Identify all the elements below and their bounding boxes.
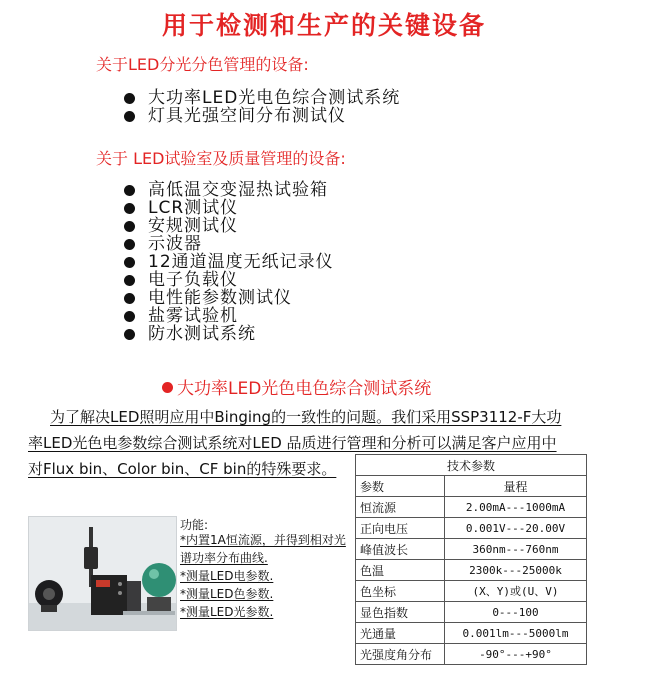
section-heading-binning: 关于LED分光分色管理的设备:	[96, 55, 309, 74]
table-row: 色温 2300k---25000k	[356, 560, 587, 581]
list-item: LCR测试仪	[124, 199, 334, 217]
test-system-photo	[28, 516, 177, 631]
bullet-icon	[124, 329, 135, 340]
table-row: 峰值波长 360nm---760nm	[356, 539, 587, 560]
bullet-icon	[124, 311, 135, 322]
spec-table-caption: 技术参数	[356, 455, 587, 476]
table-row: 色坐标 (X、Y)或(U、V)	[356, 581, 587, 602]
list-lab-equipment	[124, 181, 334, 343]
table-row: 显色指数 0---100	[356, 602, 587, 623]
bullet-icon	[124, 293, 135, 304]
function-line: *内置1A恒流源，并得到相对光	[180, 533, 346, 547]
bullet-icon	[124, 221, 135, 232]
list-item: 大功率LED光电色综合测试系统	[124, 89, 400, 107]
list-item: 高低温交变湿热试验箱	[124, 181, 334, 199]
list-item: 安规测试仪	[124, 217, 334, 235]
table-row: 恒流源 2.00mA---1000mA	[356, 497, 587, 518]
header-cell: 量程	[445, 476, 587, 497]
function-line: *测量LED色参数.	[180, 587, 274, 601]
table-header-row	[356, 476, 587, 497]
function-line: *测量LED光参数.	[180, 605, 274, 619]
bullet-icon	[124, 93, 135, 104]
paragraph-line-1: 为了解决LED照明应用中Binging的一致性的问题。我们采用SSP3112-F大功	[50, 408, 562, 426]
table-row: 光通量 0.001lm---5000lm	[356, 623, 587, 644]
section-heading-lab: 关于 LED试验室及质量管理的设备:	[96, 149, 346, 168]
function-line: 谱功率分布曲线.	[180, 551, 268, 565]
list-item: 示波器	[124, 235, 334, 253]
list-item: 灯具光强空间分布测试仪	[124, 107, 400, 125]
test-equipment-illustration	[29, 517, 176, 630]
system-subheading: 大功率LED光色电色综合测试系统	[162, 374, 431, 399]
list-binning-equipment	[124, 89, 400, 125]
function-line: *测量LED电参数.	[180, 569, 274, 583]
paragraph-line-3: 对Flux bin、Color bin、CF bin的特殊要求。	[28, 460, 337, 478]
table-row: 光强度角分布 -90°---+90°	[356, 644, 587, 665]
bullet-icon	[124, 185, 135, 196]
table-row: 正向电压 0.001V---20.00V	[356, 518, 587, 539]
page-title: 用于检测和生产的关键设备	[161, 11, 486, 40]
list-item: 电子负载仪	[124, 271, 334, 289]
bullet-icon	[124, 111, 135, 122]
bullet-icon	[124, 257, 135, 268]
bullet-icon	[124, 275, 135, 286]
spec-table	[355, 454, 587, 665]
bullet-icon	[124, 203, 135, 214]
header-cell: 参数	[356, 476, 445, 497]
bullet-icon	[124, 239, 135, 250]
list-item: 电性能参数测试仪	[124, 289, 334, 307]
list-item: 防水测试系统	[124, 325, 334, 343]
function-label: 功能:	[180, 518, 209, 532]
red-bullet-icon	[162, 382, 173, 393]
list-item: 12通道温度无纸记录仪	[124, 253, 334, 271]
list-item: 盐雾试验机	[124, 307, 334, 325]
paragraph-line-2: 率LED光色电参数综合测试系统对LED 品质进行管理和分析可以满足客户应用中	[28, 434, 557, 452]
